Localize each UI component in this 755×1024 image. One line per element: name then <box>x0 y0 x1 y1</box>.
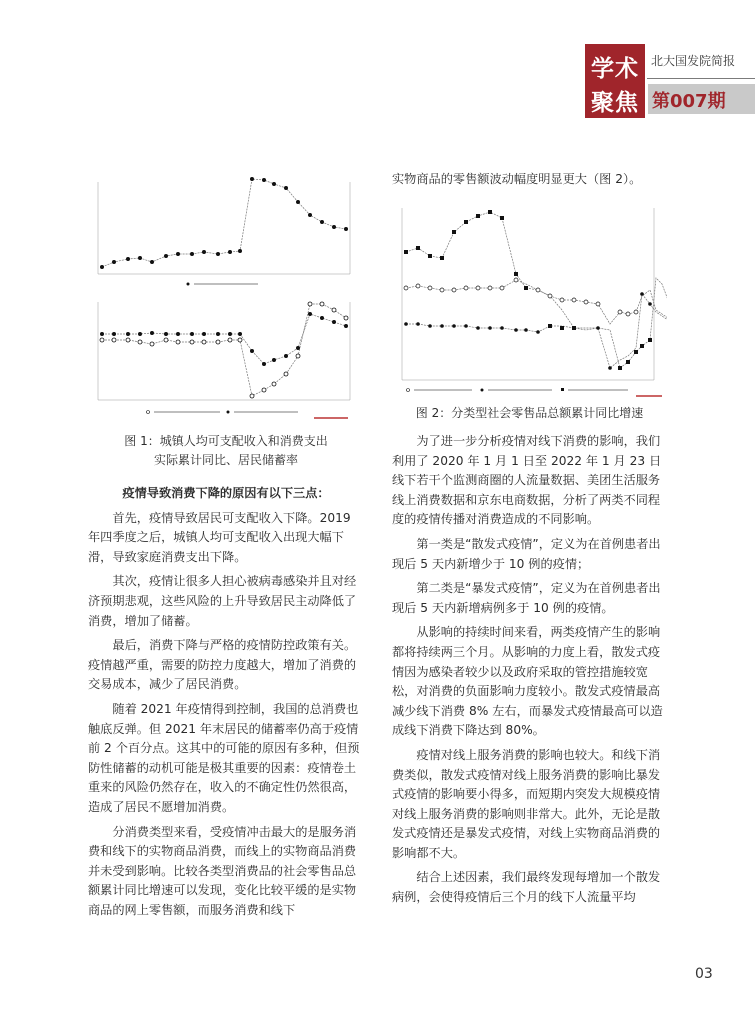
left-paragraph: 首先，疫情导致居民可支配收入下降。2019 年四季度之后，城镇人均可支配收入出现大幅下滑，导致家庭消费支出下降。 <box>88 510 351 564</box>
right-paragraph: 从影响的持续时间来看，两类疫情产生的影响都将持续两三个月。从影响的力度上看，散发式疫情因为感染者较少以及政府采取的管控措施较宽松，对消费的负面影响力度较小。散发式疫情最高减少线下消费 8% 左右，而暴发式疫情最高可以造成线下消费下降达到 80%。 <box>392 625 663 738</box>
left-paragraph: 最后，消费下降与严格的疫情防控政策有关。疫情越严重，需要的防控力度越大，增加了消费的交易成本，减少了居民消费。 <box>88 638 357 692</box>
figure2-caption: 图 2：分类型社会零售品总额累计同比增速 <box>415 406 644 420</box>
masthead-red-block <box>585 44 645 118</box>
figure1-caption-line1: 图 1：城镇人均可支配收入和消费支出 <box>124 434 328 448</box>
right-column <box>392 432 667 913</box>
figure1-caption <box>88 432 364 470</box>
left-column <box>88 480 364 925</box>
publication-name: 北大国发院简报 <box>651 54 736 68</box>
masthead <box>585 44 755 118</box>
figure1-top-chart <box>88 172 364 292</box>
left-paragraph: 其次，疫情让很多人担心被病毒感染并且对经济预期悲观，这些风险的上升导致居民主动降低了消费，增加了储蓄。 <box>88 574 357 628</box>
masthead-divider <box>647 78 755 79</box>
masthead-word-1: 学术 <box>591 55 639 82</box>
figure1-caption-line2: 实际累计同比、居民储蓄率 <box>153 453 298 467</box>
page-number: 03 <box>695 966 713 982</box>
figure2-chart <box>392 200 667 400</box>
figure1-bottom-chart <box>88 296 364 424</box>
issue-number: 第007期 <box>652 91 726 112</box>
right-paragraph: 疫情对线上服务消费的影响也较大。和线下消费类似，散发式疫情对线上服务消费的影响比暴发式疫情的影响要小得多，而短期内突发大规模疫情对线上服务消费的影响则非常大。此外，无论是散发式疫情还是暴发式疫情，对线上实物商品消费的影响都不大。 <box>392 747 661 860</box>
masthead-word-2: 聚焦 <box>591 89 639 116</box>
left-paragraph: 分消费类型来看，受疫情冲击最大的是服务消费和线下的实物商品消费，而线上的实物商品消费并未受到影响。比较各类型消费品的社会零售品总额累计同比增速可以发现，变化比较平缓的是实物商品的网上零售额，而服务消费和线下 <box>88 824 357 917</box>
right-paragraph: 第一类是“散发式疫情”，定义为在首例患者出现后 5 天内新增少于 10 例的疫情； <box>392 536 661 571</box>
right-paragraph: 第二类是“暴发式疫情”，定义为在首例患者出现后 5 天内新增病例多于 10 例的疫情。 <box>392 581 661 615</box>
right-paragraph: 结合上述因素，我们最终发现每增加一个散发病例，会使得疫情后三个月的线下人流量平均 <box>392 870 661 905</box>
right-paragraph: 为了进一步分析疫情对线下消费的影响，我们利用了 2020 年 1 月 1 日至 2022 年 1 月 23 日线下若干个监测商圈的人流量数据、美团生活服务线上消费数据和京东电商数据，分析了两类不同程度的疫情传播对消费造成的不同影响。 <box>392 434 662 527</box>
right-intro-line: 实物商品的零售额波动幅度明显更大（图 2）。 <box>392 172 642 186</box>
section-subhead: 疫情导致消费下降的原因有以下三点： <box>122 486 330 500</box>
left-paragraph: 随着 2021 年疫情得到控制，我国的总消费也触底反弹。但 2021 年末居民的储蓄率仍高于疫情前 2 个百分点。这其中的可能的原因有多种，但预防性储蓄的动机可能是极其重要的因素：疫情卷土重来的风险仍然存在，收入的不确定性仍然很高，造成了居民不愿增加消费。 <box>88 701 360 814</box>
issue-badge <box>648 84 755 114</box>
